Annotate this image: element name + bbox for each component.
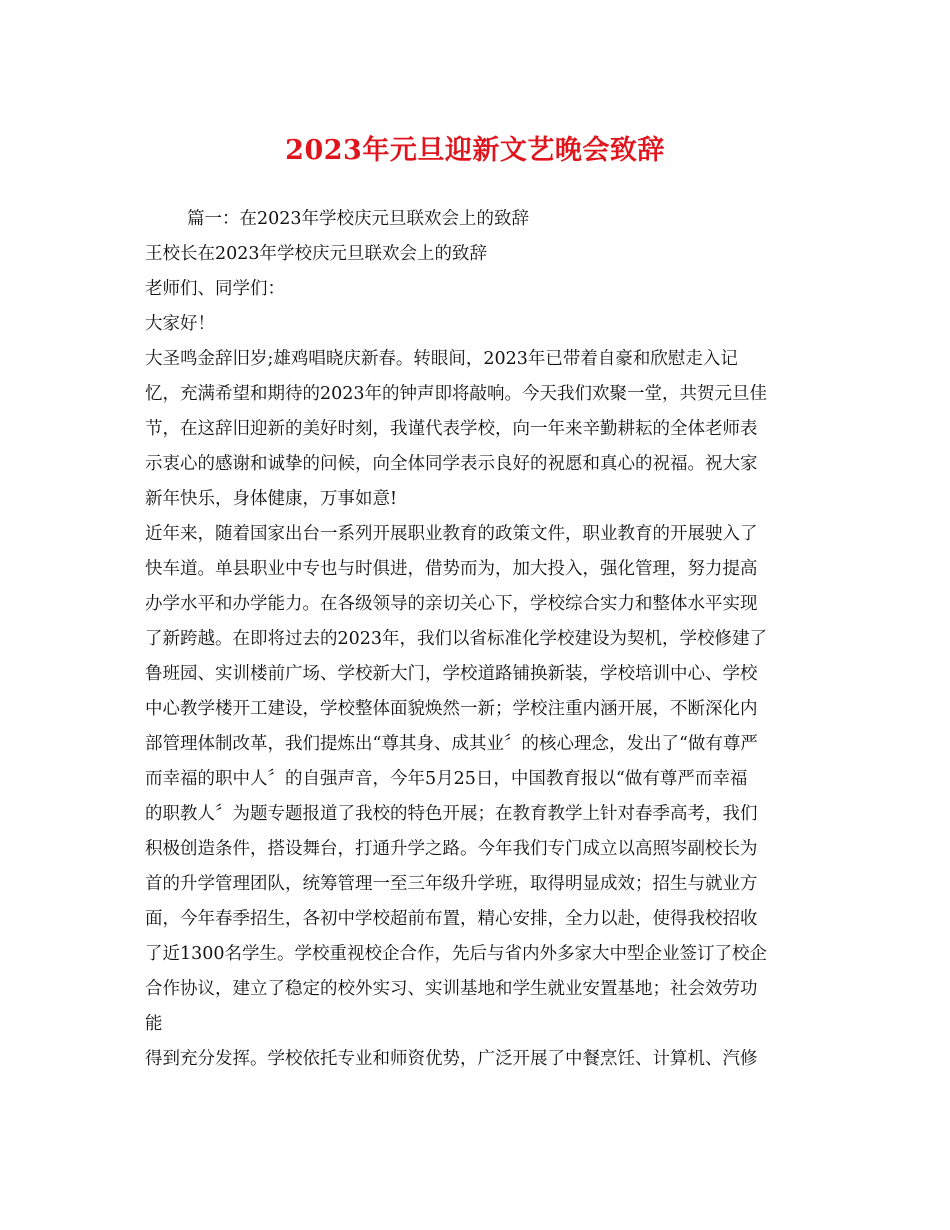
text-line: 鲁班园、实训楼前广场、学校新大门，学校道路铺换新装，学校培训中心、学校	[145, 664, 758, 684]
text-line: 积极创造条件，搭设舞台，打通升学之路。今年我们专门成立以高照岑副校长为	[145, 839, 758, 859]
text-line: 能	[145, 1014, 163, 1034]
text-line: 忆，充满希望和期待的2023年的钟声即将敲响。今天我们欢聚一堂，共贺元旦佳	[145, 384, 768, 404]
text-line: 中心教学楼开工建设，学校整体面貌焕然一新；学校注重内涵开展，不断深化内	[145, 699, 758, 719]
text-line: 了新跨越。在即将过去的2023年，我们以省标准化学校建设为契机，学校修建了	[145, 629, 768, 649]
document-title: 2023年元旦迎新文艺晚会致辞	[285, 135, 665, 166]
text-line: 首的升学管理团队，统筹管理一至三年级升学班，取得明显成效；招生与就业方	[145, 874, 758, 894]
text-line: 合作协议，建立了稳定的校外实习、实训基地和学生就业安置基地；社会效劳功	[145, 979, 758, 999]
text-line: 大圣鸣金辞旧岁;雄鸡唱晓庆新春。转眼间，2023年已带着自豪和欣慰走入记	[145, 349, 738, 369]
text-line: 示衷心的感谢和诚挚的问候，向全体同学表示良好的祝愿和真心的祝福。祝大家	[145, 454, 758, 474]
text-line: 新年快乐，身体健康，万事如意!	[145, 489, 398, 509]
greeting: 大家好！	[145, 314, 215, 334]
text-line: 快车道。单县职业中专也与时俱进，借势而为，加大投入，强化管理，努力提高	[145, 559, 758, 579]
speech-title: 王校长在2023年学校庆元旦联欢会上的致辞	[145, 244, 488, 264]
text-line: 的职教人〞为题专题报道了我校的特色开展；在教育教学上针对春季高考，我们	[145, 804, 758, 824]
text-line: 节，在这辞旧迎新的美好时刻，我谨代表学校，向一年来辛勤耕耘的全体老师表	[145, 419, 758, 439]
text-line: 办学水平和办学能力。在各级领导的亲切关心下，学校综合实力和整体水平实现	[145, 594, 758, 614]
salutation: 老师们、同学们：	[145, 279, 285, 299]
text-line: 面，今年春季招生，各初中学校超前布置，精心安排，全力以赴，使得我校招收	[145, 909, 758, 929]
text-line: 部管理体制改革，我们提炼出“尊其身、成其业〞的核心理念，发出了“做有尊严	[145, 734, 758, 754]
section-heading: 篇一：在2023年学校庆元旦联欢会上的致辞	[187, 209, 530, 229]
text-line: 了近1300名学生。学校重视校企合作，先后与省内外多家大中型企业签订了校企	[145, 944, 768, 964]
document-body	[145, 202, 810, 1077]
text-line: 得到充分发挥。学校依托专业和师资优势，广泛开展了中餐烹饪、计算机、汽修	[145, 1049, 758, 1069]
text-line: 而幸福的职中人〞的自强声音，今年5月25日，中国教育报以“做有尊严而幸福	[145, 769, 748, 789]
text-line: 近年来，随着国家出台一系列开展职业教育的政策文件，职业教育的开展驶入了	[145, 524, 758, 544]
